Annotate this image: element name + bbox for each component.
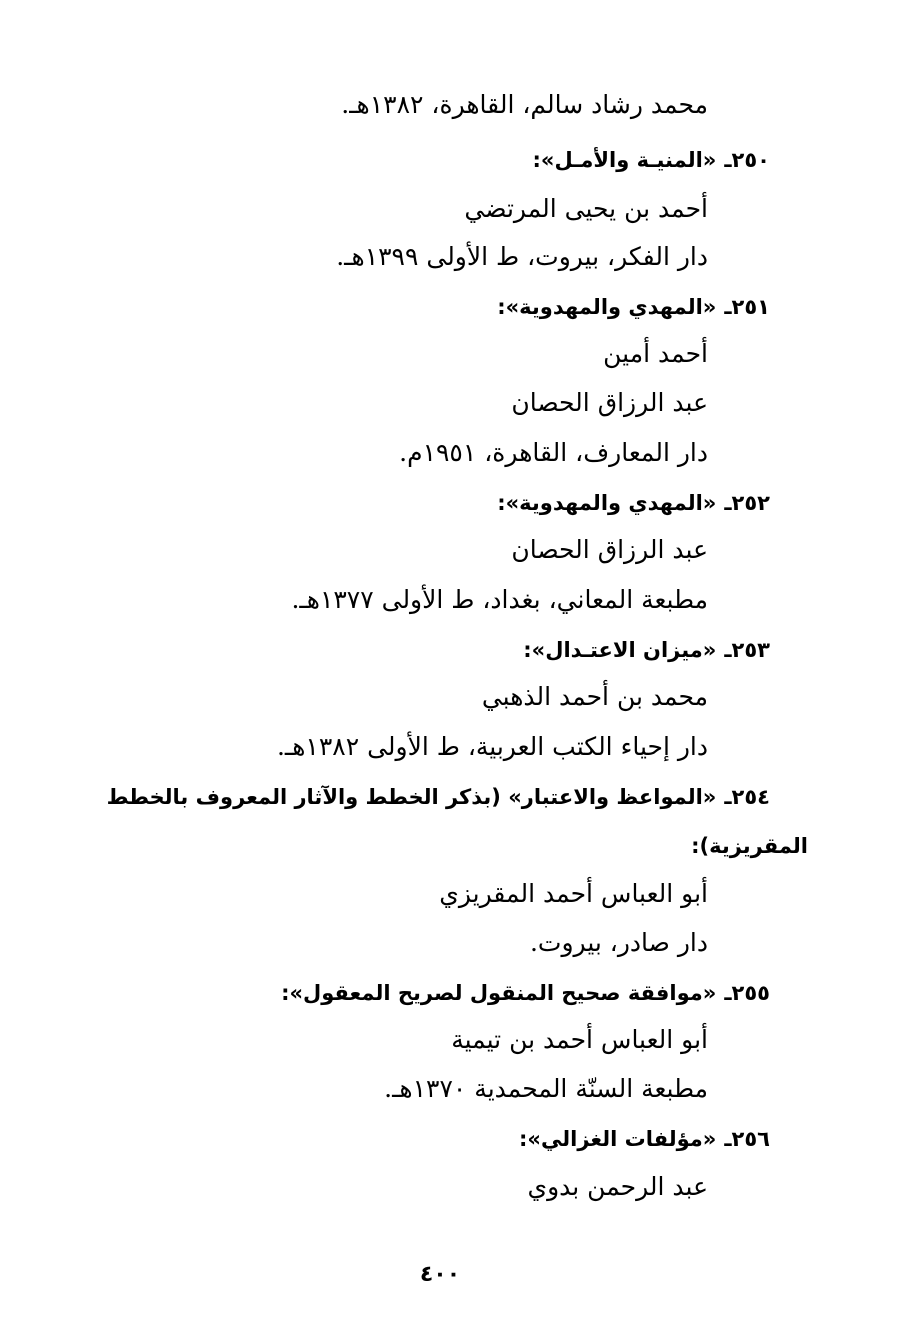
- publisher-line: دار صادر، بيروت.: [529, 928, 708, 957]
- page-number: ٤٠٠: [419, 1262, 461, 1287]
- entry-252-heading: [497, 486, 770, 520]
- author-line: محمد بن أحمد الذهبي: [481, 682, 708, 711]
- author-line: عبد الرزاق الحصان: [511, 388, 708, 417]
- entry-250-heading: [532, 143, 770, 177]
- publisher-line: مطبعة السنّة المحمدية ١٣٧٠هـ.: [384, 1074, 708, 1103]
- entry-251-heading: [497, 290, 770, 324]
- entry-number: ٢٥٤ـ: [724, 785, 770, 809]
- author-line: عبد الرزاق الحصان: [511, 535, 708, 564]
- publisher-line: مطبعة المعاني، بغداد، ط الأولى ١٣٧٧هـ.: [291, 585, 708, 614]
- entry-number: ٢٥٠ـ: [724, 148, 770, 172]
- author-line: أحمد أمين: [603, 339, 708, 368]
- entry-number: ٢٥٣ـ: [724, 638, 770, 662]
- entry-254-heading-continued: المقريزية):: [691, 834, 808, 858]
- entry-title: «المهدي والمهدوية»:: [497, 491, 717, 515]
- entry-title: «المنيـة والأمـل»:: [532, 148, 717, 172]
- publisher-line: محمد رشاد سالم، القاهرة، ١٣٨٢هـ.: [341, 90, 708, 119]
- entry-number: ٢٥٥ـ: [724, 981, 770, 1005]
- entry-title: «مؤلفات الغزالي»:: [519, 1127, 717, 1151]
- entry-254-heading: [107, 780, 770, 814]
- publisher-line: دار إحياء الكتب العربية، ط الأولى ١٣٨٢هـ.: [276, 732, 708, 761]
- entry-256-heading: [519, 1122, 770, 1156]
- author-line: أبو العباس أحمد المقريزي: [439, 879, 708, 908]
- entry-title: «ميزان الاعتـدال»:: [523, 638, 717, 662]
- entry-number: ٢٥١ـ: [724, 295, 770, 319]
- entry-title: «المواعظ والاعتبار» (بذكر الخطط والآثار المعروف بالخطط: [106, 785, 717, 809]
- entry-253-heading: [523, 633, 770, 667]
- publisher-line: دار المعارف، القاهرة، ١٩٥١م.: [399, 438, 708, 467]
- author-line: أبو العباس أحمد بن تيمية: [451, 1025, 708, 1054]
- author-line: أحمد بن يحيى المرتضي: [464, 194, 708, 223]
- author-line: عبد الرحمن بدوي: [527, 1172, 708, 1201]
- entry-number: ٢٥٢ـ: [724, 491, 770, 515]
- entry-number: ٢٥٦ـ: [724, 1127, 770, 1151]
- publisher-line: دار الفكر، بيروت، ط الأولى ١٣٩٩هـ.: [336, 242, 708, 271]
- entry-title: «المهدي والمهدوية»:: [497, 295, 717, 319]
- entry-255-heading: [281, 976, 770, 1010]
- entry-title: «موافقة صحيح المنقول لصريح المعقول»:: [281, 981, 717, 1005]
